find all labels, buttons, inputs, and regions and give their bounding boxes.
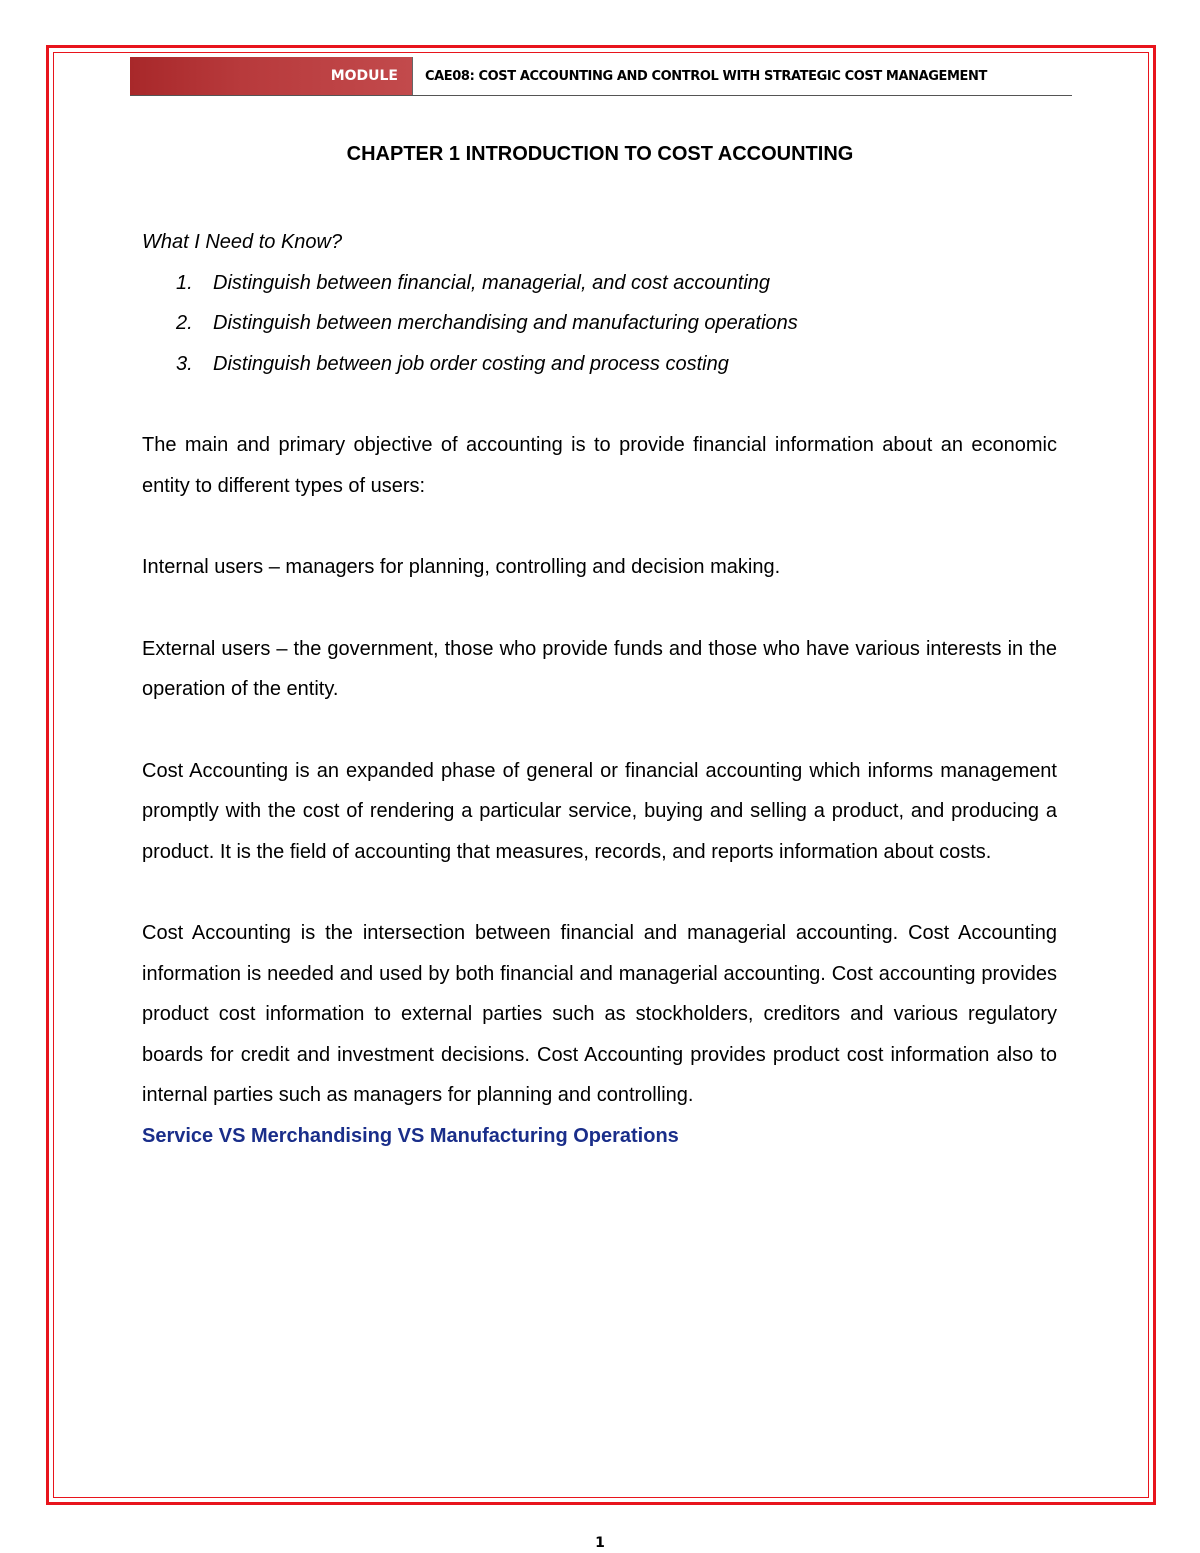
paragraph-cost-accounting-definition: Cost Accounting is an expanded phase of general or financial accounting which informs management promptly with the cost of rendering a particular service, buying and selling a product, and producing a product. It is the field of accounting that measures, records, and reports information about costs. — [142, 759, 1057, 863]
list-item-number: 2. — [176, 312, 193, 334]
section-heading: Service VS Merchandising VS Manufacturing Operations — [142, 1124, 679, 1147]
list-item — [142, 303, 1057, 344]
list-item — [142, 344, 1057, 385]
list-item-text: Distinguish between merchandising and manufacturing operations — [213, 312, 798, 334]
paragraph-internal-users: Internal users – managers for planning, controlling and decision making. — [142, 556, 781, 578]
course-title: CAE08: COST ACCOUNTING AND CONTROL WITH STRATEGIC COST MANAGEMENT — [412, 57, 1072, 95]
list-item-number: 3. — [176, 352, 193, 375]
page-number: 1 — [595, 1535, 605, 1551]
list-item-number: 1. — [176, 271, 193, 294]
module-label: MODULE — [130, 57, 412, 95]
list-item-text: Distinguish between financial, managerial, and cost accounting — [213, 271, 771, 294]
paragraph-cost-accounting-intersection: Cost Accounting is the intersection between financial and managerial accounting. Cost Accounting information is needed and used by both financial and managerial accounting. Cost accounting provides product cost information to external parties such as stockholders, creditors and various regulatory boards for credit and investment decisions. Cost Accounting provides product cost information also to internal parties such as managers for planning and controlling. — [142, 922, 1057, 1106]
chapter-title: CHAPTER 1 INTRODUCTION TO COST ACCOUNTING — [346, 143, 854, 165]
objectives-list — [142, 263, 1057, 385]
paragraph-external-users: External users – the government, those who provide funds and those who have various interests in the operation of the entity. — [142, 637, 1057, 700]
list-item-text: Distinguish between job order costing and process costing — [213, 352, 729, 375]
list-item — [142, 263, 1057, 304]
module-header — [130, 57, 1072, 96]
document-body — [142, 222, 1057, 1156]
what-to-know-title: What I Need to Know? — [142, 231, 343, 253]
paragraph-accounting-objective: The main and primary objective of accounting is to provide financial information about an economic entity to different types of users: — [142, 434, 1057, 497]
